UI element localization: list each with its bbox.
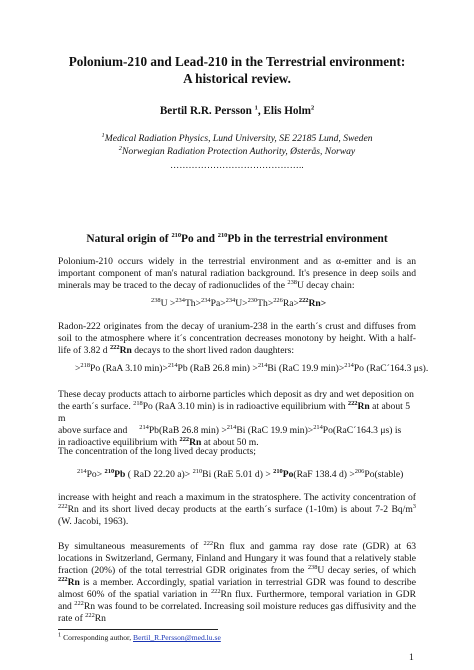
affiliation-2 [0,146,474,158]
meas-radon: Rn [67,577,80,588]
heading-po: Po [181,233,194,245]
corresponding-author-email-link[interactable]: Bertil_R.Persson@med.lu.se [133,633,221,642]
intro-text-end: U decay chain: [296,280,355,291]
deposition-line-1: These decay products attach to airborne particles which deposit as dry and wet deposition on [58,389,414,400]
title-line-2: A historical review. [183,71,291,86]
ll-mass: 210 [192,467,203,475]
daughter-nuclide: Po (RaC´164.3 μs). [353,363,429,374]
dep-radon: Rn [189,437,202,448]
section-heading [0,233,474,245]
paper-title [20,53,454,87]
chain-mass: 226 [273,296,283,304]
activity-mass: 222 [58,502,68,510]
footnote [58,633,221,642]
meas-text: is a member. Accordingly, spatial variation in terrestrial GDR was found to describe almost 60% of the spatial variation in [58,577,416,600]
meas-text: Rn was found to be correlated. Increasing soil moisture reduces gas diffusivity and the rate of [58,601,416,624]
separator-dots: …………………………………….. [170,160,304,170]
meas-text: By simultaneous measurements of [58,541,204,552]
ll-mass: 210 [273,467,283,475]
meas-text-end: Rn [94,613,106,624]
deposition-line-2 [58,401,416,425]
dep-text: Pb(RaB 26.8 min) > [148,425,227,436]
daughter-nuclide: Pb (RaB 26.8 min) > [177,363,258,374]
ll-lead: Pb [114,469,126,480]
ll-nuclide: Po> [86,469,105,480]
chain-mass: 222 [298,296,309,304]
chain-mass: 234 [225,296,236,304]
footnote-label: Corresponding author, [61,633,134,642]
dep-mass: 218 [133,399,143,407]
paragraph-activity [58,492,416,528]
meas-mass: 222 [85,611,95,619]
footnote-rule [58,629,218,630]
dep-text: above surface and [58,425,140,436]
ll-nuclide: ( RaD 22.20 a)> [125,469,193,480]
heading-po-mass: 210 [171,232,182,240]
affiliation-1-mark: 1 [101,131,105,139]
ll-nuclide: Po(stable) [364,469,404,480]
author-1-affil-mark: 1 [254,104,258,112]
dep-mass: 214 [313,423,323,431]
chain-nuclide: Th> [184,298,202,309]
meas-mass: 222 [203,539,214,547]
page-number: 1 [409,652,414,663]
dep-radon: Rn [357,401,370,412]
intro-u-mass: 238 [287,278,297,286]
activity-text: Rn and its short lived decay products at the earth´s surface (1-10m) is about 7-2 Bq/m [67,504,413,515]
heading-and: and [193,233,218,245]
radon-mass: 222 [109,343,120,351]
deposition-line-3 [58,425,416,437]
chain-mass: 234 [175,296,185,304]
dep-text: in radioactive equilibrium with [58,437,180,448]
long-lived-chain [77,469,403,480]
meas-text: Rn flux and gamma ray dose rate (GDR) at 63 locations in Switzerland, Germany, Finland and Hungary it was found that a relatively stable fraction (20%) of the total terrestrial GDR originates from the [58,541,416,576]
ll-mass: 210 [104,467,115,475]
affiliation-1 [0,133,474,145]
affiliation-1-text: Medical Radiation Physics, Lund University, SE 22185 Lund, Sweden [104,133,373,144]
chain-nuclide: Th> [257,298,274,309]
meas-text: U decay series, of which [317,565,416,576]
ll-nuclide: Bi (RaE 5.01 d) > [202,469,274,480]
dep-text: at about 50 m. [201,437,259,448]
paragraph-deposition [58,389,416,449]
paragraph-long-lived: The concentration of the long lived decay products; [58,446,256,457]
author-1: Bertil R.R. Persson [159,105,252,117]
ll-nuclide: (RaF 138.4 d) > [293,469,355,480]
activity-exp: 3 [412,502,416,510]
daughter-mass: 214 [167,361,178,369]
activity-text-end: (W. Jacobi, 1963). [58,516,129,527]
dep-text: Po(RaC´164.3 μs) is [322,425,402,436]
heading-suffix: in the terrestrial environment [240,233,388,245]
dep-text: Bi (RaC 19.9 min)> [236,425,314,436]
chain-nuclide: Ra> [282,298,299,309]
paragraph-radon [58,321,416,357]
author-separator: , [257,105,264,117]
chain-nuclide: U > [160,298,176,309]
chain-mass: 230 [247,296,258,304]
dep-text: Po (RaA 3.10 min) is in radioactive equilibrium with [142,401,348,412]
meas-mass: 222 [58,575,68,583]
dep-text: the earth´s surface. [58,401,134,412]
chain-nuclide: Pa> [210,298,226,309]
affiliation-2-mark: 2 [118,144,122,152]
author-list [0,105,474,117]
meas-mass: 238 [307,563,318,571]
title-line-1: Polonium-210 and Lead-210 in the Terrestrial environment: [68,54,406,69]
chain-nuclide-radon: Rn> [308,298,327,309]
daughters-arrow: > [75,363,81,374]
chain-nuclide: U> [235,298,248,309]
radon-text: Radon-222 originates from the decay of uranium-238 in the earth´s crust and diffuses from soil to the atmosphere where it´s concentration decreases monotony by height. With a half-life of 3.82 d [58,321,416,356]
radon-symbol: Rn [119,345,132,356]
meas-text: Rn flux. Furthermore, temporal variation in GDR and [58,589,416,612]
daughter-mass: 214 [257,361,268,369]
daughter-nuclide: Po (RaA 3.10 min)> [90,363,168,374]
radon-text-end: decays to the short lived radon daughters: [131,345,295,356]
daughter-nuclide: Bi (RaC 19.9 min)> [267,363,345,374]
heading-prefix: Natural origin of [86,233,172,245]
meas-mass: 222 [74,599,84,607]
dep-mass: 222 [347,399,358,407]
heading-pb-mass: 210 [217,232,228,240]
intro-text: Polonium-210 occurs widely in the terrestrial environment and as α-emitter and is an important component of man's natural radiation background. It's presence in deep soils and minerals may be traced to the decay of radionuclides of the [58,256,416,291]
meas-mass: 222 [210,587,221,595]
heading-pb: Pb [227,233,241,245]
author-2-affil-mark: 2 [310,104,315,112]
dep-text: at about 5 m [58,401,410,424]
author-2: Elis Holm [263,105,311,117]
paragraph-measurements [58,541,416,625]
dep-mass: 214 [139,423,149,431]
ll-mass: 206 [354,467,365,475]
radon-daughters-chain [75,363,428,374]
affiliation-2-text: Norwegian Radiation Protection Authority, Østerås, Norway [122,146,356,157]
ll-mass: 214 [77,467,87,475]
daughter-mass: 218 [80,361,91,369]
dep-mass: 222 [179,435,190,443]
daughter-mass: 214 [344,361,354,369]
uranium-decay-chain [151,298,326,309]
ll-polonium: Po [282,469,294,480]
dep-mass: 214 [226,423,237,431]
footnote-mark: 1 [58,631,62,639]
paragraph-intro [58,256,416,292]
chain-mass: 238 [151,296,161,304]
activity-text: increase with height and reach a maximum in the stratosphere. The activity concentration of [58,492,416,503]
chain-mass: 234 [201,296,211,304]
